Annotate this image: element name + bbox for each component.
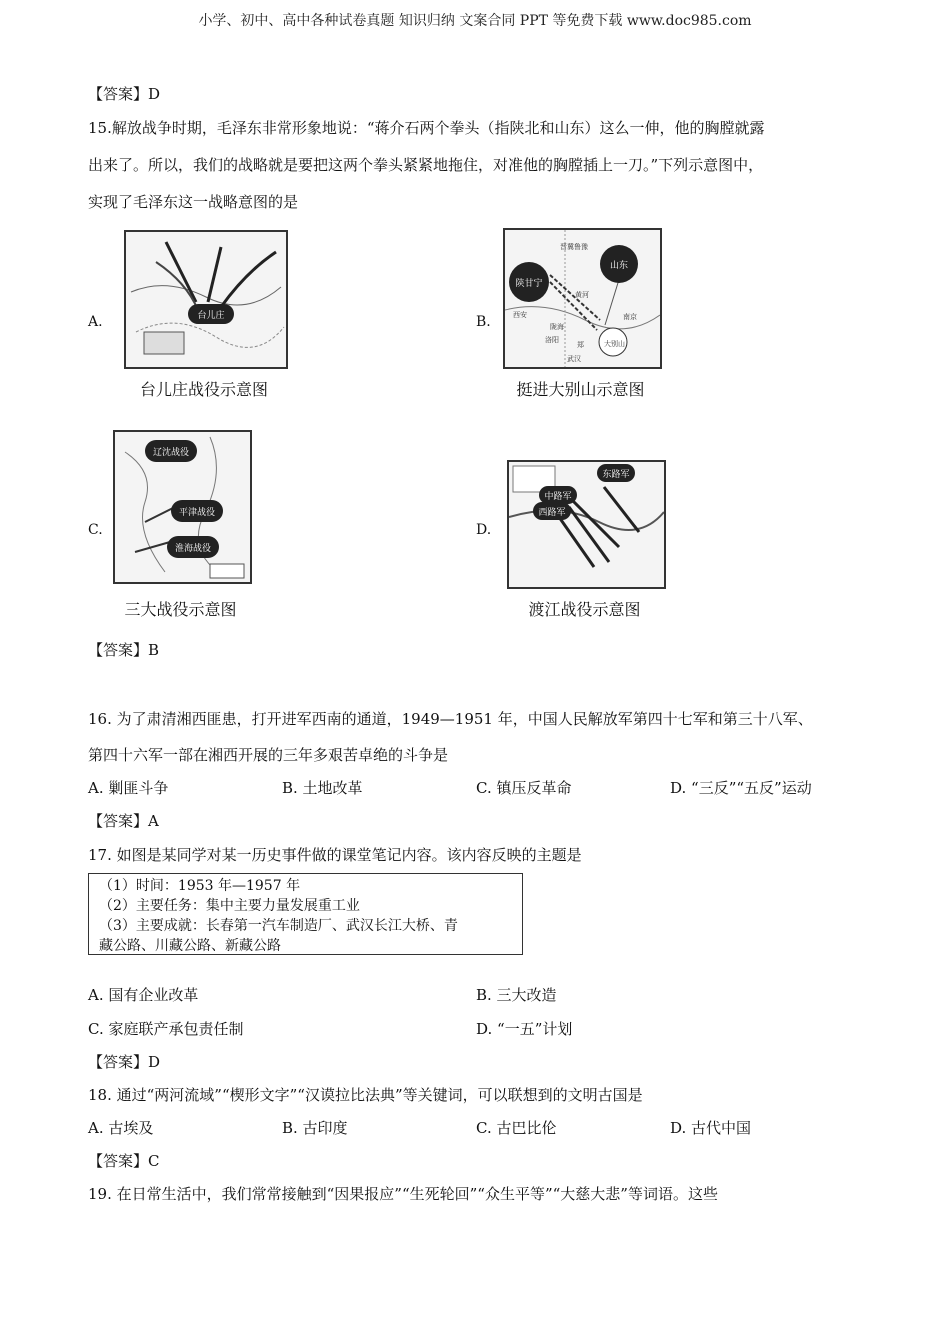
q18-stem: 18. 通过“两河流域”“楔形文字”“汉谟拉比法典”等关键词，可以联想到的文明古国是 (88, 1086, 643, 1104)
q17-note-1: （1）时间：1953 年—1957 年 (99, 878, 301, 894)
q17-option-b: B. 三大改造 (476, 986, 557, 1004)
q17-option-a: A. 国有企业改革 (88, 986, 199, 1004)
q17-note-3: （3）主要成就：长春第一汽车制造厂、武汉长江大桥、青 (99, 918, 458, 934)
huaihai-badge: 淮海战役 (167, 536, 219, 558)
crossing-river-map-lines (509, 462, 664, 587)
q15-option-a-letter: A. (88, 314, 103, 330)
taierzhuang-badge: 台儿庄 (188, 304, 234, 324)
label-luoyang: 洛阳 (545, 336, 559, 344)
east-route-army-badge: 东路军 (597, 464, 635, 482)
q19-stem: 19. 在日常生活中，我们常常接触到“因果报应”“生死轮回”“众生平等”“大慈大悲”等词语。这些 (88, 1185, 718, 1203)
q17-option-d: D. “一五”计划 (476, 1020, 573, 1038)
taierzhuang-map-lines (126, 232, 286, 367)
answer-q15: 【答案】B (88, 641, 160, 659)
q15-option-d-caption: 渡江战役示意图 (528, 600, 641, 619)
label-huanghe: 黄河 (575, 291, 589, 299)
q15-option-d-letter: D. (476, 522, 492, 538)
q17-notes-box (88, 873, 523, 955)
q15-stem-line-1: 15.解放战争时期，毛泽东非常形象地说：“蒋介石两个拳头（指陕北和山东）这么一伸，他的胸膛就露 (88, 119, 765, 137)
liaoshen-badge: 辽沈战役 (145, 440, 197, 462)
crossing-river-map (507, 460, 666, 589)
answer-q14: 【答案】D (88, 85, 161, 103)
q16-stem-line-2: 第四十六军一部在湘西开展的三年多艰苦卓绝的斗争是 (88, 746, 449, 764)
answer-q18: 【答案】C (88, 1152, 160, 1170)
q16-option-a: A. 剿匪斗争 (88, 779, 169, 797)
central-route-army-badge: 中路军 (539, 486, 577, 504)
q15-option-b-letter: B. (476, 314, 491, 330)
q18-option-a: A. 古埃及 (88, 1119, 154, 1137)
q18-option-c: C. 古巴比伦 (476, 1119, 557, 1137)
q15-option-b-caption: 挺进大别山示意图 (516, 380, 645, 399)
q17-option-c: C. 家庭联产承包责任制 (88, 1020, 244, 1038)
label-zheng: 郑 (577, 341, 584, 349)
label-longhai: 陇海 (550, 323, 564, 331)
west-route-army-badge: 西路军 (533, 502, 571, 520)
label-jinjiluyu: 晋冀鲁豫 (560, 243, 588, 251)
q17-note-2: （2）主要任务：集中主要力量发展重工业 (99, 898, 360, 914)
page-header: 小学、初中、高中各种试卷真题 知识归纳 文案合同 PPT 等免费下载 www.doc985.com (198, 13, 752, 29)
q16-option-c: C. 镇压反革命 (476, 779, 572, 797)
q15-option-a-caption: 台儿庄战役示意图 (139, 380, 268, 399)
shandong-badge: 山东 (600, 245, 638, 283)
taierzhuang-map (124, 230, 288, 369)
q15-stem-line-2: 出来了。所以，我们的战略就是要把这两个拳头紧紧地拖住，对准他的胸膛插上一刀。”下列示意图中， (88, 156, 764, 174)
answer-q16: 【答案】A (88, 812, 159, 830)
label-xian: 西安 (513, 311, 527, 319)
pingjin-badge: 平津战役 (171, 500, 223, 522)
label-nanjing: 南京 (623, 313, 637, 321)
q16-option-b: B. 土地改革 (282, 779, 363, 797)
answer-q17: 【答案】D (88, 1053, 161, 1071)
q18-option-d: D. 古代中国 (670, 1119, 752, 1137)
shaanganning-badge: 陕甘宁 (509, 262, 549, 302)
q17-note-4: 藏公路、川藏公路、新藏公路 (99, 938, 281, 954)
label-wuhan: 武汉 (567, 355, 581, 363)
label-dabieshan: 大别山 (604, 340, 625, 348)
q15-stem-line-3: 实现了毛泽东这一战略意图的是 (88, 193, 299, 211)
q15-option-c-letter: C. (88, 522, 103, 538)
q18-option-b: B. 古印度 (282, 1119, 348, 1137)
dabieshan-map (503, 228, 662, 369)
three-campaigns-map (113, 430, 252, 584)
q15-option-c-caption: 三大战役示意图 (124, 600, 237, 619)
q17-stem: 17. 如图是某同学对某一历史事件做的课堂笔记内容。该内容反映的主题是 (88, 846, 582, 864)
q16-stem-line-1: 16. 为了肃清湘西匪患，打开进军西南的通道，1949—1951 年，中国人民解放军第四十七军和第三十八军、 (88, 710, 813, 728)
q16-option-d: D. “三反”“五反”运动 (670, 779, 812, 797)
